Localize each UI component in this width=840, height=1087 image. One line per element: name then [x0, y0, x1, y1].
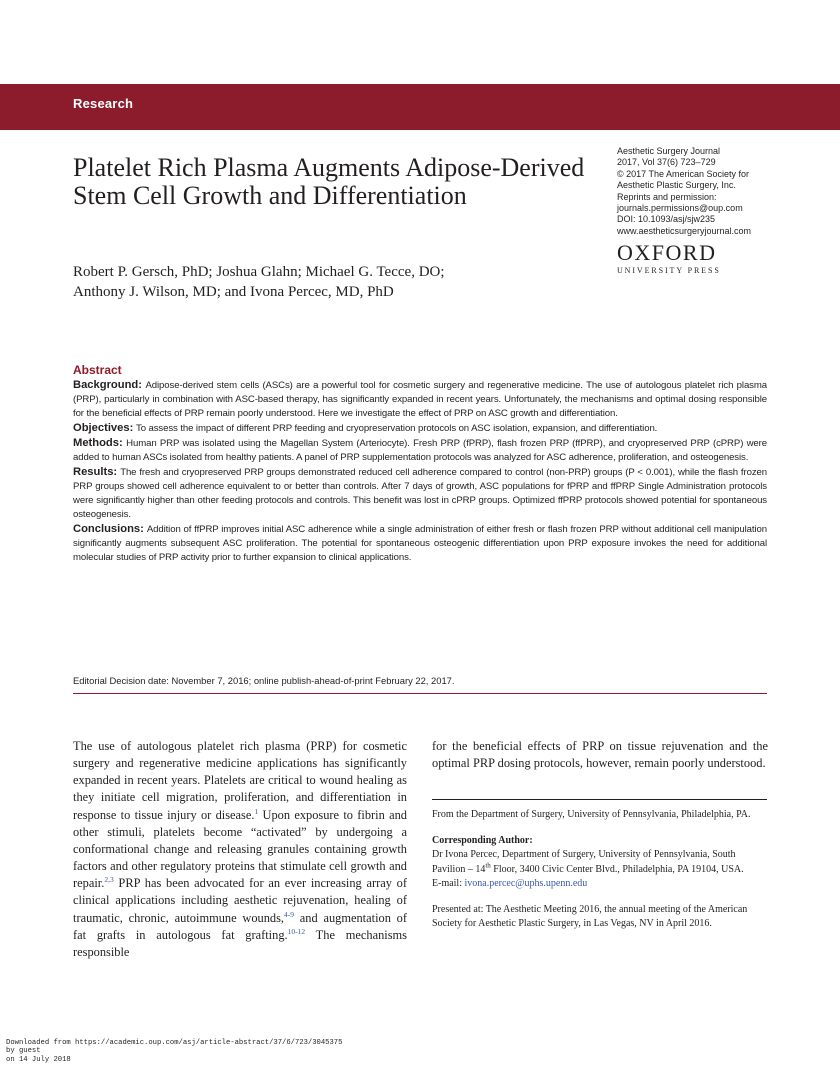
abstract-conclusions — [73, 522, 767, 565]
download-line-2: by guest — [6, 1047, 41, 1056]
abstract-objectives — [73, 421, 767, 436]
section-banner — [0, 84, 840, 130]
reference-link[interactable]: 10-12 — [287, 926, 306, 936]
oxford-logo-name: OXFORD — [617, 240, 717, 265]
authors-line-1: Robert P. Gersch, PhD; Joshua Glahn; Michael G. Tecce, DO; — [73, 264, 445, 280]
body-text: and augmentation of fat grafts in autologous fat grafting. — [73, 910, 407, 942]
background-label: Background: — [73, 379, 142, 391]
results-label: Results: — [73, 466, 118, 478]
address-text: Floor, 3400 Civic Center Blvd., Philadelphia, PA 19104, USA. — [490, 863, 744, 875]
author-list — [73, 262, 593, 302]
objectives-label: Objectives: — [73, 422, 134, 434]
corresponding-address — [432, 848, 768, 876]
reference-link[interactable]: 1 — [254, 806, 259, 816]
download-stamp — [6, 1039, 506, 1064]
methods-label: Methods: — [73, 437, 123, 449]
presented-note: Presented at: The Aesthetic Meeting 2016, the annual meeting of the American Society for Aesthetic Plastic Surgery, in Las Vegas, NV in April 2016. — [432, 904, 748, 930]
body-text: The use of autologous platelet rich plasma (PRP) for cosmetic surgery and regenerative medicine applications has significantly expanded in recent years. Platelets are critical to wound healing as they initiate cell migration, proliferation, and differentiation in response to tissue injury or disease. — [73, 739, 407, 822]
authors-line-2: Anthony J. Wilson, MD; and Ivona Percec, MD, PhD — [73, 284, 394, 300]
abstract-heading: Abstract — [73, 363, 122, 377]
footnote-divider — [432, 799, 767, 800]
address-text: Dr Ivona Percec, Department of Surgery, University of Pennsylvania, South Pavilion – 14 — [432, 849, 736, 875]
body-column-right: for the beneficial effects of PRP on tissue rejuvenation and the optimal PRP dosing protocols, however, remain poorly understood. — [432, 739, 768, 771]
objectives-text: To assess the impact of different PRP feeding and cryopreservation protocols on ASC isolation, expansion, and differentiation. — [136, 423, 658, 434]
copyright-line-2: Aesthetic Plastic Surgery, Inc. — [617, 180, 736, 191]
body-column-left — [73, 738, 407, 961]
abstract-background — [73, 378, 767, 421]
footnotes — [432, 808, 768, 943]
conclusions-text: Addition of ffPRP improves initial ASC adherence while a single administration of either fresh or flash frozen PRP without additional cell manipulation significantly augments subsequent ASC proliferation. The potential for spontaneous osteogenic differentiation upon PRP exposure invokes the need for additional molecular studies of PRP activity prior to further expansion to clinical applications. — [73, 524, 767, 563]
journal-volume: 2017, Vol 37(6) 723–729 — [617, 157, 716, 168]
background-text: Adipose-derived stem cells (ASCs) are a powerful tool for cosmetic surgery and regenerative medicine. The use of autologous platelet rich plasma (PRP), particularly in combination with ASC-based therapy, has significantly expanded in recent years. Unfortunately, the mechanisms and optimal dosing responsible for the beneficial effects of PRP remain poorly understood. Here we investigate the effect of PRP on ASC growth and differentiation. — [73, 380, 767, 419]
body-text: The mechanisms responsible — [73, 927, 407, 959]
body-text: Upon exposure to fibrin and other stimuli, platelets become “activated” by undergoing a conformational change and releasing granules containing growth factors and other regulatory proteins that stimulate cell growth and repair. — [73, 807, 407, 891]
section-label: Research — [73, 96, 134, 111]
corresponding-label: Corresponding Author: — [432, 835, 533, 847]
download-line-1: Downloaded from https://academic.oup.com/asj/article-abstract/37/6/723/3045375 — [6, 1039, 343, 1047]
reprints-label: Reprints and permission: — [617, 191, 717, 202]
abstract-methods — [73, 436, 767, 465]
journal-info — [617, 146, 817, 237]
download-line-3: on 14 July 2018 — [6, 1055, 71, 1064]
journal-url[interactable]: www.aestheticsurgeryjournal.com — [617, 225, 752, 236]
article-title: Platelet Rich Plasma Augments Adipose-Derived Stem Cell Growth and Differentiation — [73, 153, 585, 210]
section-divider — [73, 693, 767, 694]
abstract — [73, 363, 767, 565]
affiliation: From the Department of Surgery, University of Pennsylvania, Philadelphia, PA. — [432, 809, 751, 820]
reference-link[interactable]: 4-9 — [284, 909, 295, 919]
email-label: E-mail: — [432, 877, 465, 889]
doi[interactable]: DOI: 10.1093/asj/sjw235 — [617, 214, 716, 225]
ordinal-suffix: th — [485, 861, 491, 870]
editorial-dates: Editorial Decision date: November 7, 2016; online publish-ahead-of-print February 22, 2017. — [73, 675, 455, 686]
oxford-logo-sub: UNIVERSITY PRESS — [617, 266, 721, 275]
abstract-results — [73, 465, 767, 522]
body-text: PRP has been advocated for an ever increasing array of clinical applications including aesthetic rejuvenation, healing of traumatic, chronic, autoimmune wounds, — [73, 876, 407, 925]
methods-text: Human PRP was isolated using the Magellan System (Arteriocyte). Fresh PRP (fPRP), flash frozen PRP (ffPRP), and cryopreserved PRP (cPRP) were added to human ASCs isolated from healthy patients. A panel of PRP supplementation protocols was analyzed for ASC adherence, proliferation, and osteogenesis. — [73, 438, 767, 463]
conclusions-label: Conclusions: — [73, 523, 144, 535]
results-text: The fresh and cryopreserved PRP groups demonstrated reduced cell adherence compared to control (non-PRP) groups (P < 0.001), while the flash frozen PRP groups showed cell adherence equivalent to or better than controls. After 7 days of growth, ASC populations for fPRP and ffPRP Single Administration protocols were significantly higher than other feeding protocols and controls. This benefit was lost in cPRP groups. Optimized ffPRP protocols showed potential for spontaneous osteogenesis. — [73, 467, 767, 520]
copyright-line-1: © 2017 The American Society for — [617, 168, 750, 179]
reprints-email[interactable]: journals.permissions@oup.com — [617, 203, 743, 214]
corresponding-author — [432, 834, 768, 891]
email-link[interactable]: ivona.percec@uphs.upenn.edu — [464, 877, 588, 889]
reference-link[interactable]: 2,3 — [104, 875, 114, 885]
email-line — [432, 877, 768, 891]
oxford-logo — [617, 242, 757, 275]
journal-name: Aesthetic Surgery Journal — [617, 146, 721, 156]
